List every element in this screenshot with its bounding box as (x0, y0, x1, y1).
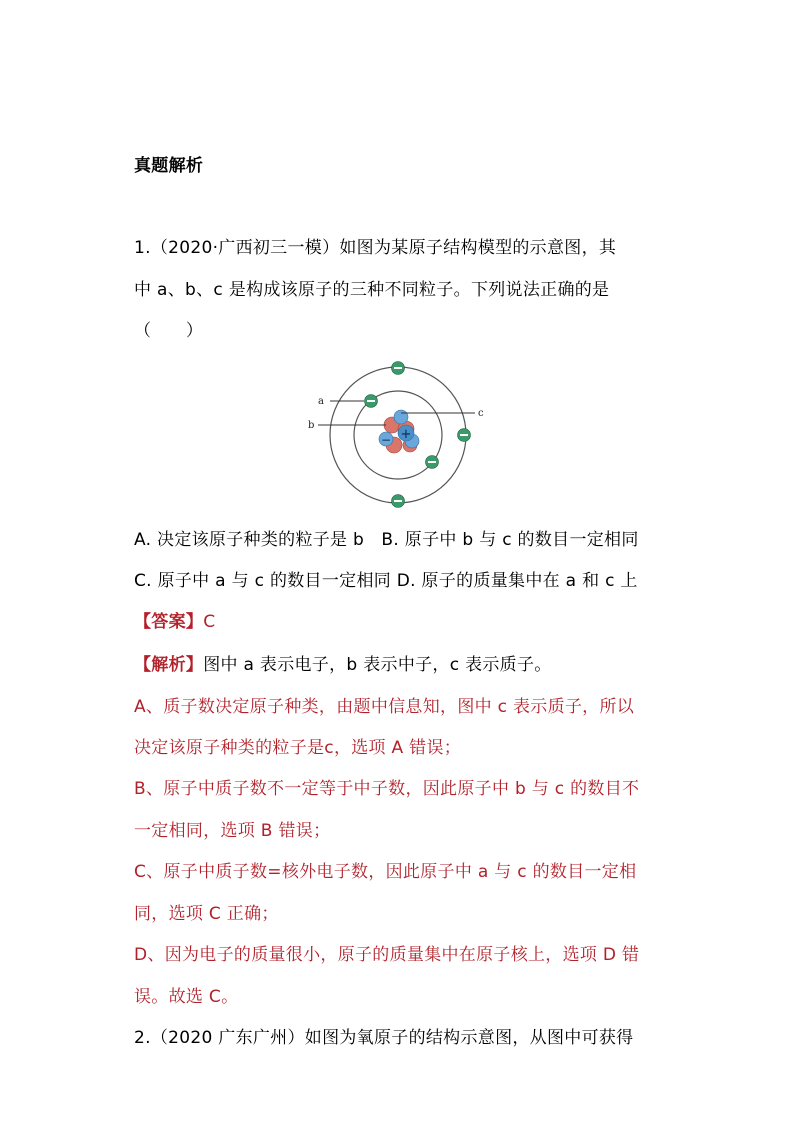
explanation-line: 决定该原子种类的粒子是c，选项 A 错误； (134, 738, 462, 758)
explanation-line: 误。故选 C。 (134, 987, 239, 1007)
proton-plus-sign: + (400, 427, 412, 442)
explanation-line: D、因为电子的质量很小，原子的质量集中在原子核上，选项 D 错 (134, 945, 640, 965)
question-1-stem-line-2: 中 a、b、c 是构成该原子的三种不同粒子。下列说法正确的是 (134, 280, 610, 300)
question-1-stem-line-1: 1.（2020·广西初三一模）如图为某原子结构模型的示意图，其 (134, 238, 617, 258)
answer-label: 【答案】 (134, 612, 204, 632)
label-b: b (308, 420, 315, 431)
question-2-stem-line-1: 2.（2020 广东广州）如图为氧原子的结构示意图，从图中可获得 (134, 1028, 634, 1048)
electron-particle (426, 456, 439, 469)
option-line-a-b: A. 决定该原子种类的粒子是 b B. 原子中 b 与 c 的数目一定相同 (134, 530, 639, 550)
explanation-line: 一定相同，选项 B 错误； (134, 821, 331, 841)
explanation-line: A、质子数决定原子种类，由题中信息知，图中 c 表示质子，所以 (134, 697, 635, 717)
electron-particle (392, 362, 405, 375)
proton-particle (394, 410, 408, 424)
answer-value: C (203, 612, 216, 632)
section-heading: 真题解析 (134, 156, 204, 176)
answer-line (134, 612, 215, 632)
option-line-c-d: C. 原子中 a 与 c 的数目一定相同 D. 原子的质量集中在 a 和 c 上 (134, 571, 638, 591)
analysis-line (134, 655, 552, 675)
question-1-stem-line-3: （ ） (134, 321, 204, 341)
atom-structure-diagram (300, 355, 500, 515)
electron-particle (392, 495, 405, 508)
analysis-intro: 图中 a 表示电子，b 表示中子，c 表示质子。 (203, 655, 552, 675)
label-a: a (318, 396, 324, 407)
explanation-line: C、原子中质子数=核外电子数，因此原子中 a 与 c 的数目一定相 (134, 862, 637, 882)
label-c: c (478, 408, 484, 419)
nucleus-minus-sign: − (380, 433, 392, 447)
nucleus (379, 410, 419, 453)
analysis-label: 【解析】 (134, 655, 204, 675)
electron-particle (458, 429, 471, 442)
electron-particle (365, 395, 378, 408)
explanation-line: 同，选项 C 正确； (134, 904, 279, 924)
explanation-line: B、原子中质子数不一定等于中子数，因此原子中 b 与 c 的数目不 (134, 779, 640, 799)
